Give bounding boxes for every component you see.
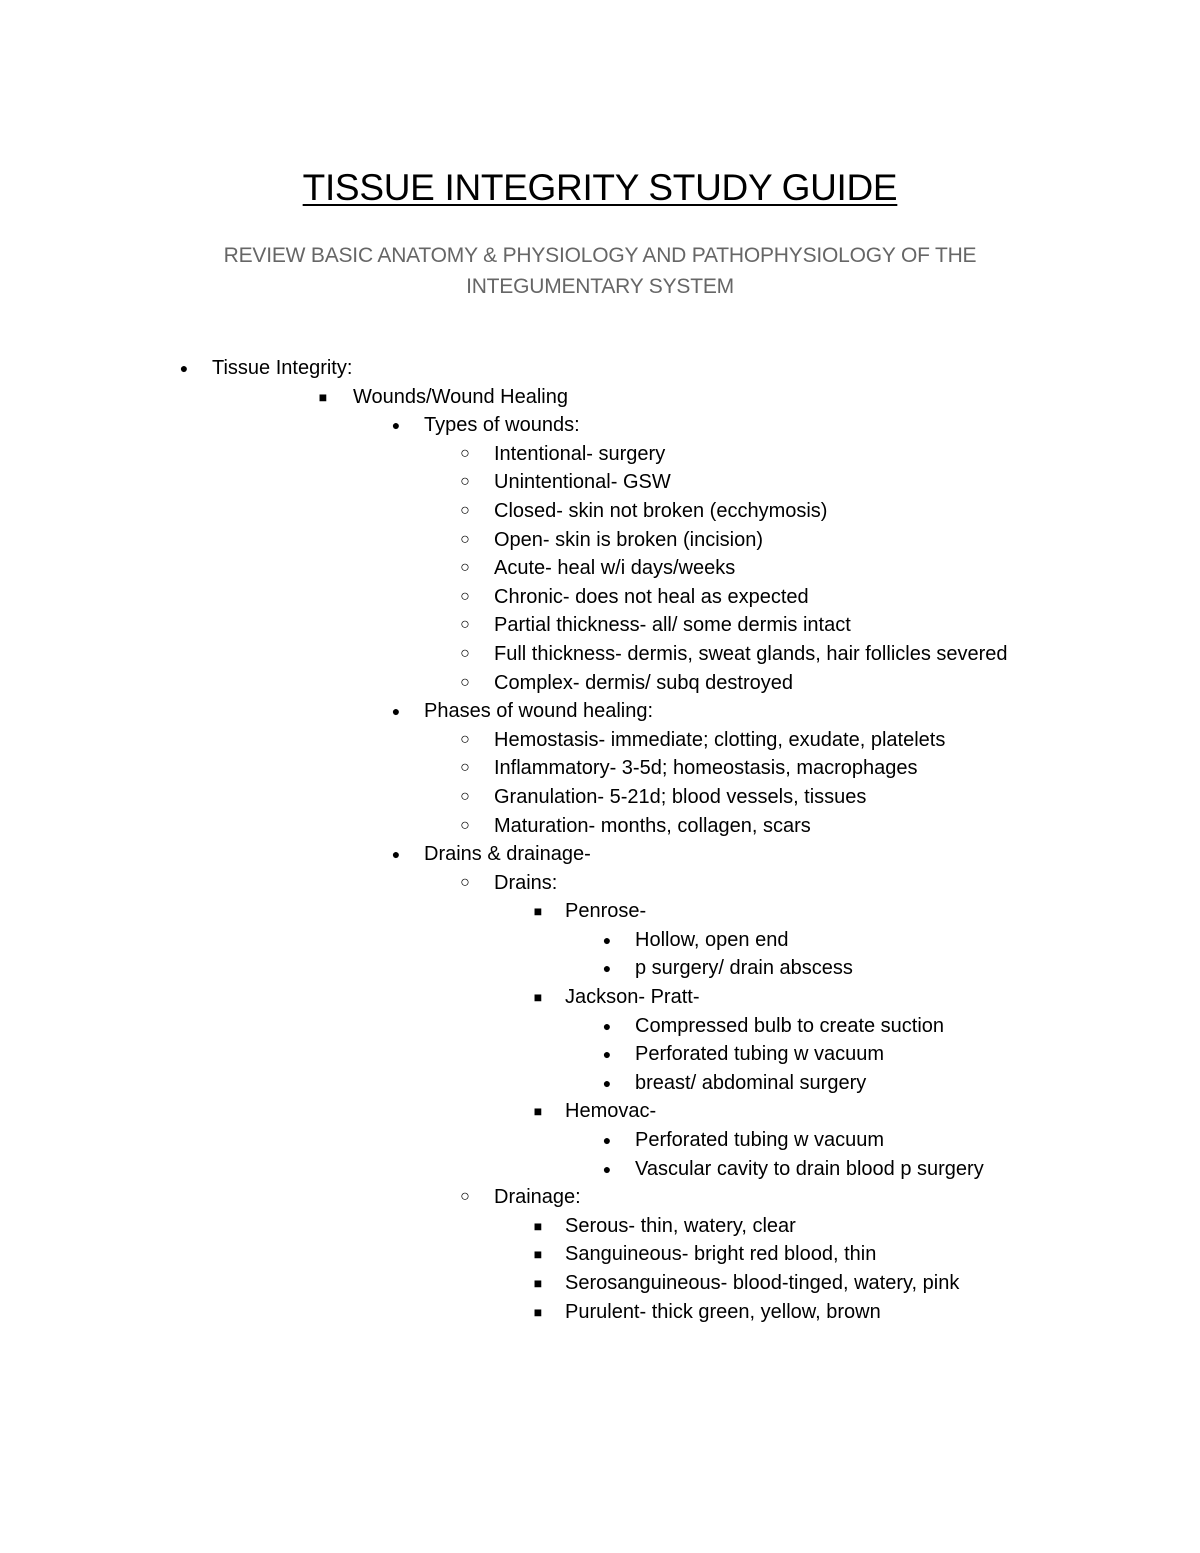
outline-item-text: Open- skin is broken (incision) xyxy=(494,528,763,551)
outline-item xyxy=(0,354,1200,383)
outline-item-text: Tissue Integrity: xyxy=(212,357,353,379)
outline-item-text: Wounds/Wound Healing xyxy=(353,385,568,408)
outline-item-text: Serosanguineous- blood-tinged, watery, pink xyxy=(565,1272,960,1294)
outline-item-text: Full thickness- dermis, sweat glands, hair follicles severed xyxy=(494,642,1008,665)
hollow-circle-bullet-icon: ○ xyxy=(460,873,470,891)
filled-circle-bullet-icon: ● xyxy=(602,1132,612,1149)
filled-circle-bullet-icon: ● xyxy=(179,360,189,376)
outline-item xyxy=(0,983,1200,1012)
hollow-circle-bullet-icon: ○ xyxy=(460,530,470,548)
filled-circle-bullet-icon: ● xyxy=(602,1160,612,1177)
outline-item xyxy=(0,697,1200,726)
hollow-circle-bullet-icon: ○ xyxy=(460,1188,470,1206)
square-bullet-icon: ■ xyxy=(318,388,328,405)
outline-item xyxy=(0,1097,1200,1126)
outline-item xyxy=(0,897,1200,926)
outline-item xyxy=(0,812,1200,841)
hollow-circle-bullet-icon: ○ xyxy=(460,730,470,748)
outline-item xyxy=(0,1298,1200,1327)
outline-item xyxy=(0,611,1200,640)
square-bullet-icon: ■ xyxy=(533,1246,543,1263)
outline-item xyxy=(0,1212,1200,1241)
outline-item-text: Sanguineous- bright red blood, thin xyxy=(565,1243,877,1266)
outline-item-text: Closed- skin not broken (ecchymosis) xyxy=(494,499,828,522)
filled-circle-bullet-icon: ● xyxy=(391,417,401,434)
outline-item-text: Partial thickness- all/ some dermis intact xyxy=(494,614,851,637)
outline-item xyxy=(0,383,1200,412)
hollow-circle-bullet-icon: ○ xyxy=(460,616,470,634)
outline-item-text: Compressed bulb to create suction xyxy=(635,1014,945,1037)
outline-item-text: Chronic- does not heal as expected xyxy=(494,585,809,608)
square-bullet-icon: ■ xyxy=(533,1217,543,1234)
document-subtitle: REVIEW BASIC ANATOMY & PHYSIOLOGY AND PATHOPHYSIOLOGY OF THE INTEGUMENTARY SYSTEM xyxy=(223,244,977,298)
filled-circle-bullet-icon: ● xyxy=(391,846,401,863)
outline-item xyxy=(0,554,1200,583)
outline-item xyxy=(0,783,1200,812)
outline-item xyxy=(0,497,1200,526)
outline-item-text: Types of wounds: xyxy=(424,414,580,437)
filled-circle-bullet-icon: ● xyxy=(391,703,401,720)
outline-item xyxy=(0,954,1200,983)
hollow-circle-bullet-icon: ○ xyxy=(460,473,470,491)
hollow-circle-bullet-icon: ○ xyxy=(460,587,470,605)
outline-item xyxy=(0,1012,1200,1041)
outline-item xyxy=(0,1269,1200,1298)
outline-item-text: Hemovac- xyxy=(565,1100,657,1123)
filled-circle-bullet-icon: ● xyxy=(602,1017,612,1034)
outline-item-text: Complex- dermis/ subq destroyed xyxy=(494,671,794,694)
outline-item-text: p surgery/ drain abscess xyxy=(635,957,853,980)
outline-item-text: Acute- heal w/i days/weeks xyxy=(494,557,736,580)
outline-list xyxy=(0,354,1200,1326)
outline-item xyxy=(0,468,1200,497)
outline-item xyxy=(0,526,1200,555)
hollow-circle-bullet-icon: ○ xyxy=(460,501,470,519)
outline-item xyxy=(0,840,1200,869)
outline-item xyxy=(0,754,1200,783)
outline-item xyxy=(0,669,1200,698)
outline-item-text: Drains: xyxy=(494,871,558,894)
outline-item-text: Granulation- 5-21d; blood vessels, tissues xyxy=(494,785,867,808)
filled-circle-bullet-icon: ● xyxy=(602,960,612,977)
outline-item xyxy=(0,926,1200,955)
outline-item xyxy=(0,726,1200,755)
hollow-circle-bullet-icon: ○ xyxy=(460,644,470,662)
outline-item xyxy=(0,411,1200,440)
outline-item xyxy=(0,440,1200,469)
outline-item-text: breast/ abdominal surgery xyxy=(635,1071,867,1094)
outline-item-text: Inflammatory- 3-5d; homeostasis, macrophages xyxy=(494,757,918,780)
outline-item-text: Purulent- thick green, yellow, brown xyxy=(565,1300,881,1323)
outline-item-text: Vascular cavity to drain blood p surgery xyxy=(635,1157,984,1180)
outline-item-text: Penrose- xyxy=(565,900,647,923)
outline-item xyxy=(0,1040,1200,1069)
square-bullet-icon: ■ xyxy=(533,1303,543,1320)
hollow-circle-bullet-icon: ○ xyxy=(460,673,470,691)
square-bullet-icon: ■ xyxy=(533,1103,543,1120)
hollow-circle-bullet-icon: ○ xyxy=(460,759,470,777)
square-bullet-icon: ■ xyxy=(533,903,543,920)
outline-item-text: Maturation- months, collagen, scars xyxy=(494,814,811,837)
outline-item xyxy=(0,1240,1200,1269)
outline-item-text: Phases of wound healing: xyxy=(424,700,654,723)
outline-item xyxy=(0,1126,1200,1155)
outline-item-text: Perforated tubing w vacuum xyxy=(635,1043,885,1066)
outline-item xyxy=(0,583,1200,612)
filled-circle-bullet-icon: ● xyxy=(602,931,612,948)
filled-circle-bullet-icon: ● xyxy=(602,1046,612,1063)
outline-item xyxy=(0,869,1200,898)
document-title: TISSUE INTEGRITY STUDY GUIDE xyxy=(302,167,898,208)
square-bullet-icon: ■ xyxy=(533,989,543,1006)
outline-item xyxy=(0,1155,1200,1184)
hollow-circle-bullet-icon: ○ xyxy=(460,444,470,462)
outline-item-text: Perforated tubing w vacuum xyxy=(635,1129,885,1152)
filled-circle-bullet-icon: ● xyxy=(602,1074,612,1091)
outline-item-text: Hollow, open end xyxy=(635,928,789,951)
outline-item xyxy=(0,1069,1200,1098)
outline-item xyxy=(0,640,1200,669)
outline-item-text: Serous- thin, watery, clear xyxy=(565,1214,796,1237)
outline-item-text: Drainage: xyxy=(494,1186,581,1209)
square-bullet-icon: ■ xyxy=(533,1275,543,1291)
outline-item xyxy=(0,1183,1200,1212)
hollow-circle-bullet-icon: ○ xyxy=(460,816,470,834)
outline-item-text: Unintentional- GSW xyxy=(494,471,671,494)
hollow-circle-bullet-icon: ○ xyxy=(460,559,470,577)
outline-item-text: Drains & drainage- xyxy=(424,843,591,866)
hollow-circle-bullet-icon: ○ xyxy=(460,787,470,805)
outline-item-text: Intentional- surgery xyxy=(494,442,666,465)
outline-item-text: Jackson- Pratt- xyxy=(565,986,700,1009)
outline-item-text: Hemostasis- immediate; clotting, exudate, platelets xyxy=(494,728,946,751)
